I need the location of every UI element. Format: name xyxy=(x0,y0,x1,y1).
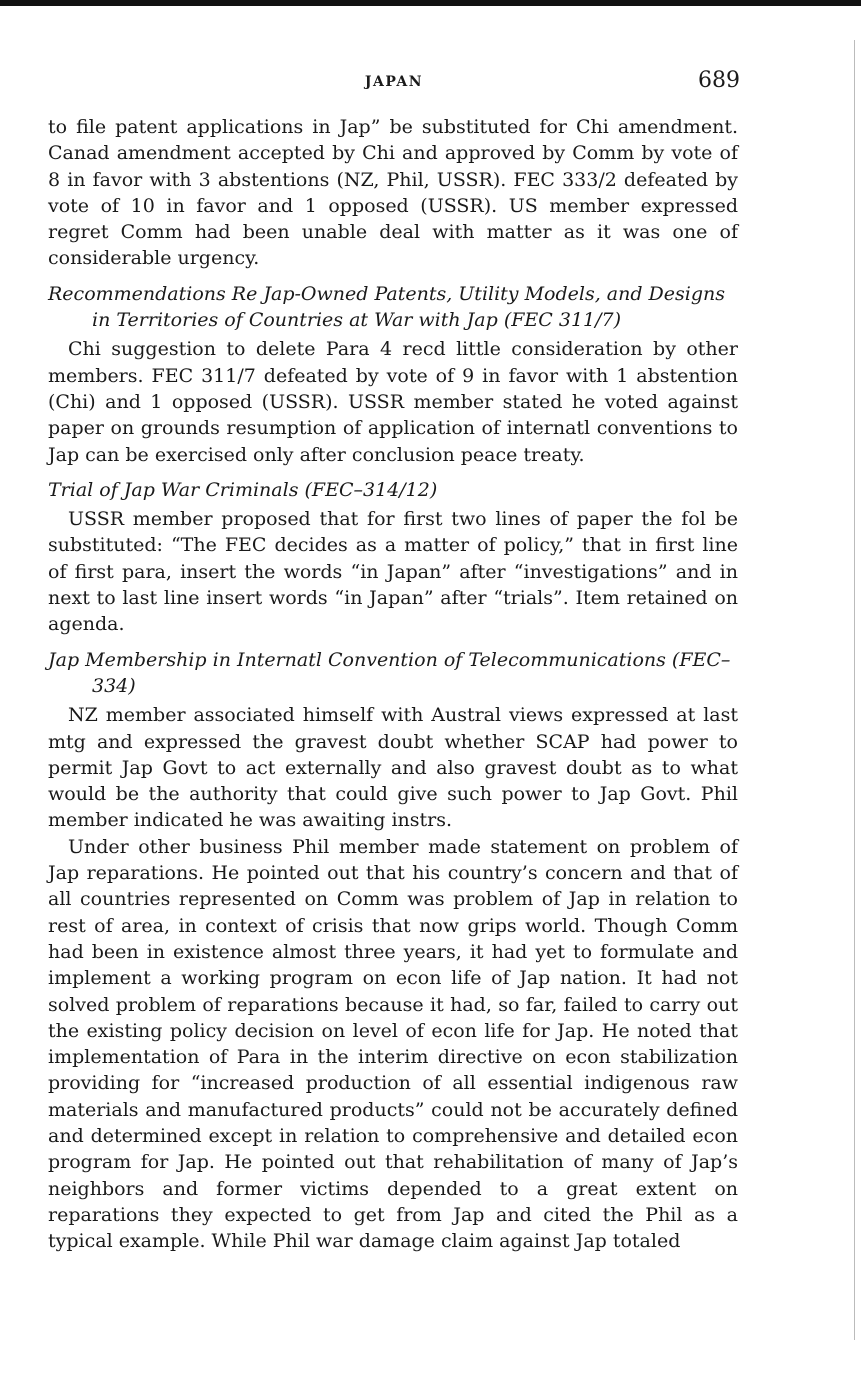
paragraph-telecommunications: NZ member associated himself with Austral views expressed at last mtg and expressed the gravest doubt whether SCAP had power to permit Jap Govt to act externally and also gravest doubt as to what would be the authority that could give such power to Jap Govt. Phil member indicated he was awaiting instrs. xyxy=(48,704,738,832)
page-number: 689 xyxy=(698,68,740,93)
paragraph-continuation: to file patent applications in Jap” be substituted for Chi amendment. Canad amendment accepted by Chi and approved by Comm by vote of 8 in favor with 3 abstentions (NZ, Phil, USSR). FEC 333/2 defeated by vote of 10 in favor and 1 opposed (USSR). US member expressed regret Comm had been unable deal with matter as it was one of considerable urgency. xyxy=(48,116,738,270)
paragraph-war-criminals: USSR member proposed that for first two lines of paper the fol be substituted: “The FEC decides as a matter of policy,” that in first line of first para, insert the words “in Japan” after “investigations” and in next to last line insert words “in Japan” after “trials”. Item retained on agenda. xyxy=(48,508,738,636)
page-right-edge xyxy=(854,40,855,1340)
paragraph-patents: Chi suggestion to delete Para 4 recd little consideration by other members. FEC 311/7 defeated by vote of 9 in favor with 1 abstention (Chi) and 1 opposed (USSR). USSR member stated he voted against paper on grounds resumption of application of internatl conventions to Jap can be exercised only after conclusion peace treaty. xyxy=(48,338,738,466)
paragraph-reparations: Under other business Phil member made statement on problem of Jap reparations. He pointed out that his country’s concern and that of all countries represented on Comm was problem of Jap in relation to rest of area, in context of crisis that now grips world. Though Comm had been in existence almost three years, it had yet to formulate and implement a working program on econ life of Jap nation. It had not solved problem of reparations because it had, so far, failed to carry out the existing policy decision on level of econ life for Jap. He noted that implementation of Para in the interim directive on econ stabilization providing for “increased production of all essential indigenous raw materials and manufactured products” could not be accurately defined and determined except in relation to comprehensive and detailed econ program for Jap. He pointed out that rehabilitation of many of Jap’s neighbors and former victims depended to a great extent on reparations they expected to get from Jap and cited the Phil as a typical example. While Phil war damage claim against Jap totaled xyxy=(48,835,738,1253)
page-body xyxy=(48,114,738,1254)
section-heading-telecommunications: Jap Membership in Internatl Convention of Telecommunications (FEC–334) xyxy=(48,648,731,697)
page-header xyxy=(48,68,740,98)
section-heading-patents: Recommendations Re Jap-Owned Patents, Utility Models, and Designs in Territories of Countries at War with Jap (FEC 311/7) xyxy=(48,282,726,332)
running-head: JAPAN xyxy=(364,74,424,90)
section-heading-war-criminals: Trial of Jap War Criminals (FEC–314/12) xyxy=(48,478,438,501)
page-top-border xyxy=(0,0,861,6)
